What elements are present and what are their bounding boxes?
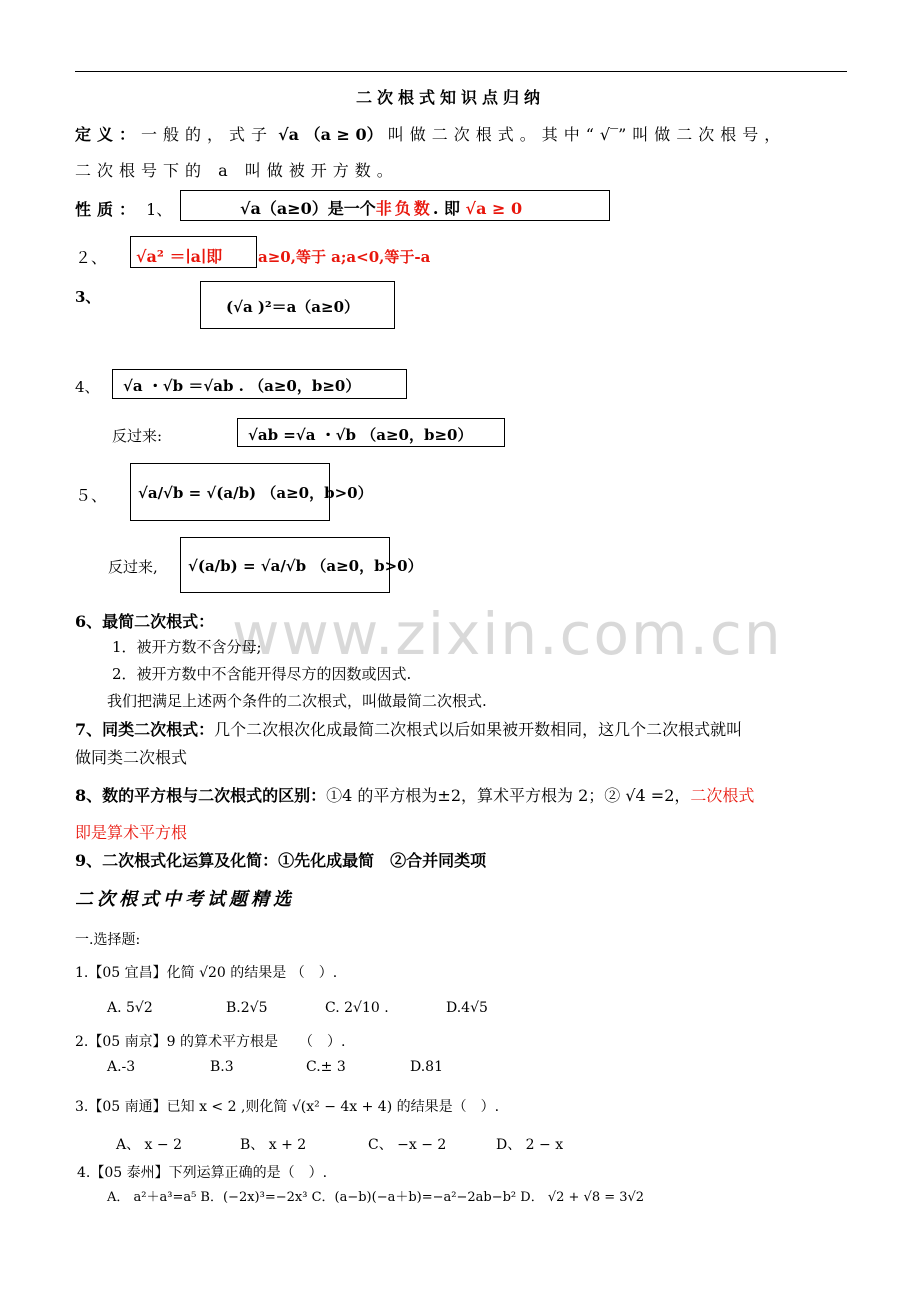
difference-red: 二次根式: [690, 786, 755, 805]
question-4: 4.【05 泰州】下列运算正确的是（ ）.: [77, 1165, 328, 1181]
page-title: 二次根式知识点归纳: [356, 88, 546, 107]
q3-option-d: D、 2 − x: [496, 1137, 564, 1153]
q1-option-c: C. 2√10 .: [325, 1000, 389, 1016]
definition-line2: 二次根号下的 a 叫做被开方数。: [75, 161, 399, 180]
q3-option-b: B、 x + 2: [240, 1137, 307, 1153]
definition-text2: 叫做二次根式。其中“: [387, 125, 600, 144]
simplest-summary: 我们把满足上述两个条件的二次根式，叫做最简二次根式.: [107, 692, 487, 710]
q4-options: A． a²＋a³=a⁵ B．(−2x)³=−2x³ C．(a−b)(−a＋b)=−a²−2ab−b² D． √2 + √8 = 3√2: [107, 1190, 645, 1205]
q1-option-d: D.4√5: [446, 1000, 488, 1016]
difference-text: ①4 的平方根为±2，算术平方根为 2；② √4 =2，: [326, 786, 691, 805]
difference-heading: 8、数的平方根与二次根式的区别：: [75, 786, 327, 805]
property1-red2: √a ≥ 0: [465, 199, 523, 218]
property1-content: [240, 196, 522, 219]
difference-line1: [75, 783, 754, 806]
watermark: www.zixin.com.cn: [232, 600, 783, 668]
definition-label: 定义：: [75, 125, 142, 144]
property5r-expr: √(a/b) = √a/√b （a≥0，b>0）: [188, 557, 423, 575]
simplest-heading: 6、最简二次根式：: [75, 612, 215, 631]
property-n4: 4、: [75, 378, 100, 396]
q2-option-b: B.3: [210, 1059, 234, 1075]
difference-red2: 即是算术平方根: [75, 823, 188, 842]
q1-option-b: B.2√5: [226, 1000, 268, 1016]
property1-red1: 非负数: [375, 199, 433, 218]
exam-section: 一.选择题:: [75, 932, 141, 948]
definition-text3: ”叫做二次根号，: [618, 125, 787, 144]
radical-sign: √‾: [599, 125, 619, 144]
property5-expr: √a/√b = √(a/b) （a≥0，b>0）: [138, 484, 373, 502]
similar-text: 几个二次根次化成最简二次根式以后如果被开数相同，这几个二次根式就叫: [214, 720, 743, 739]
q3-option-c: C、 −x − 2: [368, 1137, 447, 1153]
similar-line1: [75, 717, 742, 740]
property-n1: 1、: [146, 200, 173, 219]
question-3: 3.【05 南通】已知 x < 2 ,则化简 √(x² − 4x + 4) 的结果是（ ）.: [75, 1099, 500, 1115]
reverse-label-4: 反过来:: [112, 427, 163, 445]
property4-expr: √a ・√b ＝√ab . （a≥0，b≥0）: [123, 377, 361, 395]
property2-after: a≥0,等于 a;a<0,等于-a: [258, 248, 431, 266]
property-n5: ５、: [75, 486, 108, 505]
reverse-label-5: 反过来,: [108, 558, 158, 576]
q3-option-a: A、 x − 2: [116, 1137, 182, 1153]
exam-heading: 二次根式中考试题精选: [75, 889, 295, 910]
property-label: 性质：: [75, 200, 142, 219]
definition-line1: [75, 122, 786, 145]
property3-expr: (√a )²＝a（a≥0）: [226, 298, 360, 316]
property-n3: 3、: [75, 288, 101, 306]
q2-option-c: C.± 3: [306, 1059, 346, 1075]
property4r-expr: √ab =√a ・√b （a≥0，b≥0）: [248, 426, 473, 444]
property2-expr: √a² ＝∣a∣即: [136, 247, 223, 266]
q2-option-a: A.-3: [107, 1059, 136, 1075]
definition-text1: 一般的，式子: [141, 125, 274, 144]
similar-text2: 做同类二次根式: [75, 748, 188, 767]
q2-option-d: D.81: [410, 1059, 443, 1075]
simplest-item1: 1．被开方数不含分母;: [112, 638, 262, 656]
question-1: 1.【05 宜昌】化简 √20 的结果是 （ ）.: [75, 965, 338, 981]
property1-expr: √a（a≥0）是一个: [240, 199, 376, 218]
top-rule: [75, 71, 847, 72]
property1-mid: . 即: [432, 199, 460, 218]
property-n2: ２、: [75, 248, 108, 267]
simplest-item2: 2．被开方数中不含能开得尽方的因数或因式.: [112, 665, 412, 683]
property-label-row: [75, 197, 172, 220]
definition-expr: √a （a ≥ 0）: [278, 125, 383, 144]
q1-option-a: A. 5√2: [107, 1000, 153, 1016]
ops-heading: 9、二次根式化运算及化简：①先化成最简 ②合并同类项: [75, 851, 487, 870]
similar-heading: 7、同类二次根式：: [75, 720, 215, 739]
question-2: 2.【05 南京】9 的算术平方根是 （ ）.: [75, 1034, 346, 1050]
